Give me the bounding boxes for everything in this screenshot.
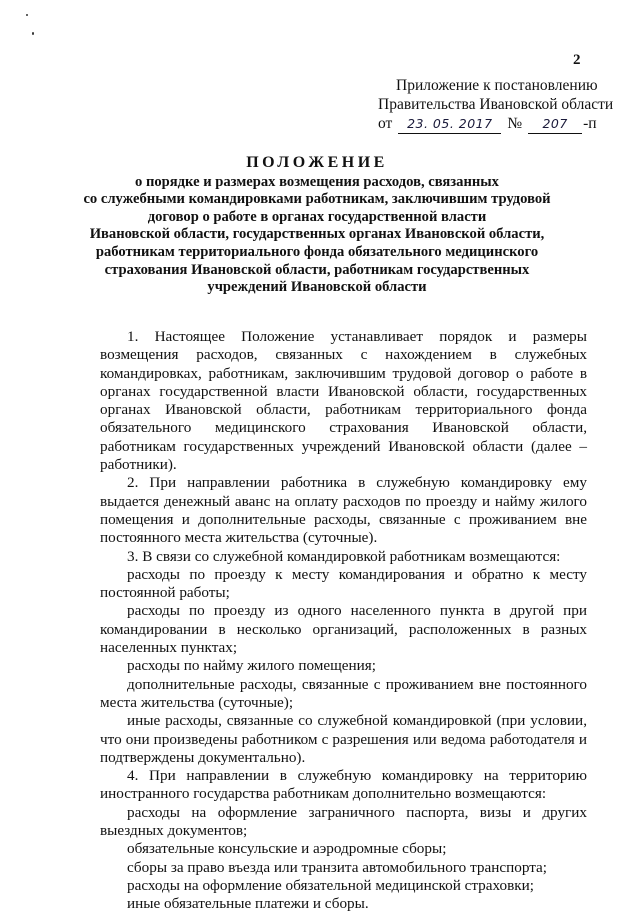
title-line: договор о работе в органах государственной власти	[147, 208, 487, 225]
handwritten-number: 207	[528, 114, 582, 134]
list-item: иные расходы, связанные со служебной командировкой (при условии, что они произведены работником с разрешения или ведома работодателя и подтверждены документально).	[100, 712, 587, 766]
paragraph-3: 3. В связи со служебной командировкой работникам возмещаются:	[127, 547, 561, 565]
handwritten-date: 23. 05. 2017	[398, 114, 501, 134]
title-line: страхования Ивановской области, работникам государственных	[104, 261, 530, 278]
appendix-from-label: от	[378, 115, 393, 132]
list-item: иные обязательные платежи и сборы.	[127, 895, 369, 913]
list-item: сборы за право въезда или транзита автомобильного транспорта;	[127, 858, 547, 876]
title-line: учреждений Ивановской области	[207, 279, 427, 296]
paragraph-4: 4. При направлении в служебную командировку на территорию иностранного государства работникам дополнительно возмещаются:	[100, 767, 587, 803]
title-line: о порядке и размерах возмещения расходов, связанных	[135, 173, 499, 190]
title-line: Ивановской области, государственных органах Ивановской области,	[89, 226, 545, 243]
page-number: 2	[573, 52, 581, 68]
paragraph-2: 2. При направлении работника в служебную командировку ему выдается денежный аванс на оплату расходов по проезду и найму жилого помещения и дополнительные расходы, связанные с проживанием вне постоянного места жительства (суточные).	[100, 474, 587, 547]
title-line: со служебными командировками работникам, заключившим трудовой	[83, 191, 551, 208]
list-item: расходы по найму жилого помещения;	[127, 657, 377, 675]
document-title-block	[78, 154, 556, 297]
list-item: дополнительные расходы, связанные с проживанием вне постоянного места жительства (суточные);	[100, 675, 587, 711]
title-line: работникам территориального фонда обязательного медицинского	[95, 243, 539, 260]
number-suffix: -п	[583, 115, 597, 132]
list-item: расходы по проезду из одного населенного пункта в другой при командировании в несколько организаций, расположенных в разных населенных пунктах;	[100, 602, 587, 657]
scan-speck	[32, 32, 34, 35]
scan-speck	[26, 14, 28, 16]
list-item: расходы на оформление заграничного паспорта, визы и других выездных документов;	[100, 803, 587, 840]
list-item: расходы на оформление обязательной медицинской страховки;	[127, 876, 535, 894]
paragraph-1: 1. Настоящее Положение устанавливает порядок и размеры возмещения расходов, связанных с нахождением в служебных командировках, работникам, заключившим трудовой договор о работе в органах государственной власти Ивановской области, государственных органах Ивановской области, работникам территориального фонда обязательного медицинского страхования Ивановской области, работникам государственных учреждений Ивановской области (далее – работники).	[100, 328, 587, 474]
number-sign: №	[507, 115, 523, 132]
document-title: ПОЛОЖЕНИЕ	[246, 154, 388, 171]
appendix-header	[378, 76, 614, 134]
list-item: расходы по проезду к месту командирования и обратно к месту постоянной работы;	[100, 565, 587, 602]
document-body	[100, 328, 587, 914]
list-item: обязательные консульские и аэродромные сборы;	[127, 840, 447, 858]
appendix-date-line	[378, 114, 598, 134]
appendix-line: Правительства Ивановской области	[378, 96, 614, 113]
appendix-line: Приложение к постановлению	[396, 77, 598, 94]
